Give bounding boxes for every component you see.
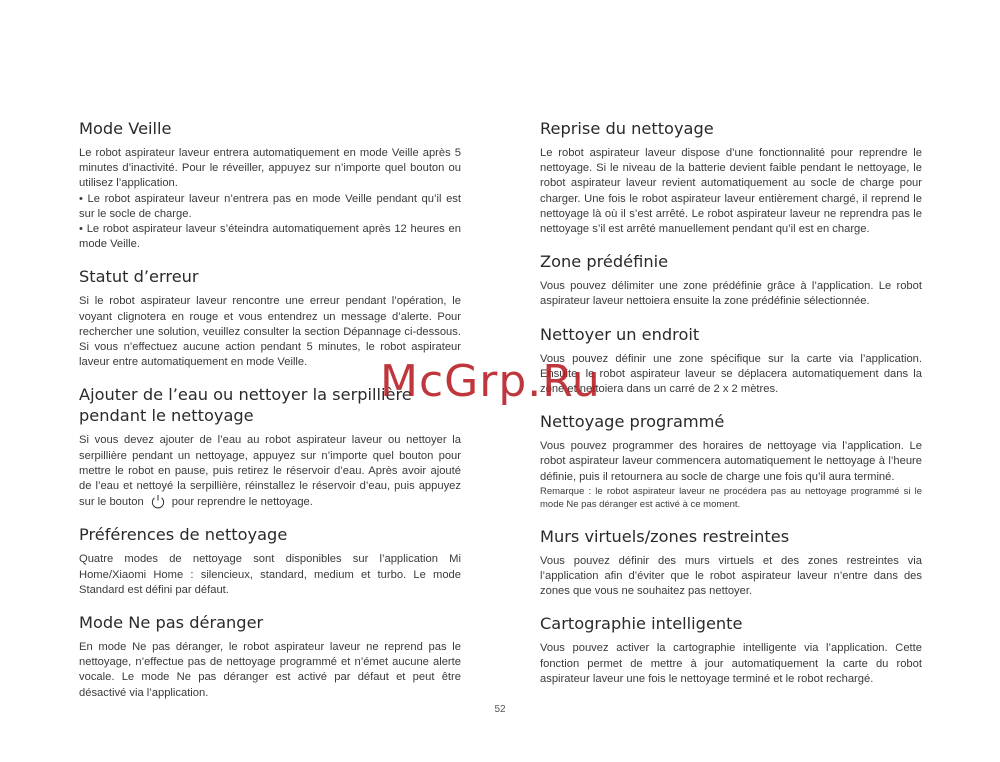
section-title: Ajouter de l’eau ou nettoyer la serpillière pendant le nettoyage <box>79 385 412 426</box>
section-murs-virtuels <box>540 526 922 600</box>
section-title: Nettoyer un endroit <box>540 324 700 344</box>
section-reprise <box>540 118 922 237</box>
section-title: Préférences de nettoyage <box>79 525 288 545</box>
paragraph: Quatre modes de nettoyage sont disponibles sur l’application Mi Home/Xiaomi Home : silencieux, standard, medium et turbo. Le mode Standard est défini par défaut. <box>79 553 461 596</box>
paragraph: Si le robot aspirateur laveur rencontre une erreur pendant l’opération, le voyant clignotera en rouge et vous entendrez un message d’alerte. Pour rechercher une solution, veuillez consulter la section Dépannage ci-dessous. Si vous n’effectuez aucune action pendant 5 minutes, le robot aspirateur laveur entre automatiquement en mode Veille. <box>79 295 461 369</box>
section-zone-predefinie <box>540 251 922 309</box>
page-number: 52 <box>494 704 506 715</box>
note: Remarque : le robot aspirateur laveur ne procédera pas au nettoyage programmé si le mode Ne pas déranger est activé à ce moment. <box>540 485 922 511</box>
right-column <box>540 118 922 701</box>
power-icon <box>148 494 168 509</box>
paragraph: Vous pouvez programmer des horaires de nettoyage via l’application. Le robot aspirateur laveur commencera automatiquement le nettoyage à l’heure définie, puis il retournera au socle de charge une fois qu’il aura terminé. <box>540 440 922 483</box>
paragraph: Le robot aspirateur laveur entrera automatiquement en mode Veille après 5 minutes d’inactivité. Pour le réveiller, appuyez sur n’importe quel bouton ou utilisez l’application. <box>79 147 461 190</box>
section-title: Zone prédéfinie <box>540 252 669 272</box>
paragraph: Vous pouvez définir des murs virtuels et des zones restreintes via l’application afin d’éviter que le robot aspirateur laveur n’entre dans des zones que vous ne souhaitez pas nettoyer. <box>540 554 922 598</box>
section-title: Mode Veille <box>79 119 172 138</box>
paragraph <box>79 433 461 510</box>
paragraph: Le robot aspirateur laveur dispose d’une fonctionnalité pour reprendre le nettoyage. Si le niveau de la batterie devient faible pendant le nettoyage, le robot aspirateur laveur revient automatiquement au socle de charge pour charger. Une fois le robot aspirateur laveur entièrement chargé, il reprend le nettoyage là où il s’est arrêté. Le robot aspirateur laveur ne reprendra pas le nettoyage s’il est arrêté manuellement pendant qu’il est en charge. <box>540 147 922 236</box>
section-title: Reprise du nettoyage <box>540 119 714 138</box>
watermark: McGrp.Ru <box>380 356 601 407</box>
paragraph: Vous pouvez délimiter une zone prédéfinie grâce à l’application. Le robot aspirateur laveur nettoiera ensuite la zone prédéfinie sélectionnée. <box>540 280 922 308</box>
section-title: Statut d’erreur <box>79 267 199 287</box>
section-title: Cartographie intelligente <box>540 614 743 634</box>
section-statut-erreur <box>79 266 461 370</box>
section-title: Mode Ne pas déranger <box>79 613 264 633</box>
section-ne-pas-deranger <box>79 612 461 701</box>
left-column <box>79 118 461 715</box>
section-cartographie <box>540 613 922 687</box>
section-title: Murs virtuels/zones restreintes <box>540 526 790 546</box>
bullet: • Le robot aspirateur laveur n’entrera pas en mode Veille pendant qu’il est sur le socle de charge. <box>79 192 461 220</box>
paragraph: En mode Ne pas déranger, le robot aspirateur laveur ne reprend pas le nettoyage, n’effectue pas de nettoyage programmé et n’émet aucune alerte vocale. Le mode Ne pas déranger est activé par défaut et peut être désactivé via l’application. <box>79 641 461 699</box>
paragraph-text: Si vous devez ajouter de l’eau au robot aspirateur laveur ou nettoyer la serpillière pendant un nettoyage, appuyez sur n’importe quel bouton pour mettre le robot en pause, puis retirez le réservoir d’eau. Après avoir ajouté de l’eau et nettoyé la serpillière, réinstallez le réservoir d’eau, puis appuyez sur le bouton <box>79 434 461 509</box>
paragraph: Vous pouvez activer la cartographie intelligente via l’application. Cette fonction permet de mettre à jour automatiquement la carte du robot aspirateur laveur une fois le nettoyage terminé et le robot rechargé. <box>540 642 922 685</box>
section-nettoyage-programme <box>540 411 922 512</box>
section-ajouter-eau <box>79 384 461 510</box>
section-mode-veille <box>79 118 461 252</box>
paragraph-text: pour reprendre le nettoyage. <box>171 496 313 509</box>
section-title: Nettoyage programmé <box>540 412 725 432</box>
bullet: • Le robot aspirateur laveur s’éteindra automatiquement après 12 heures en mode Veille. <box>79 223 461 251</box>
section-nettoyer-endroit <box>540 324 922 398</box>
section-preferences <box>79 524 461 598</box>
paragraph: Vous pouvez définir une zone spécifique sur la carte via l’application. Ensuite, le robot aspirateur laveur se déplacera automatiquement dans la zone et nettoiera dans un carré de 2 x 2 mètres. <box>540 352 922 396</box>
